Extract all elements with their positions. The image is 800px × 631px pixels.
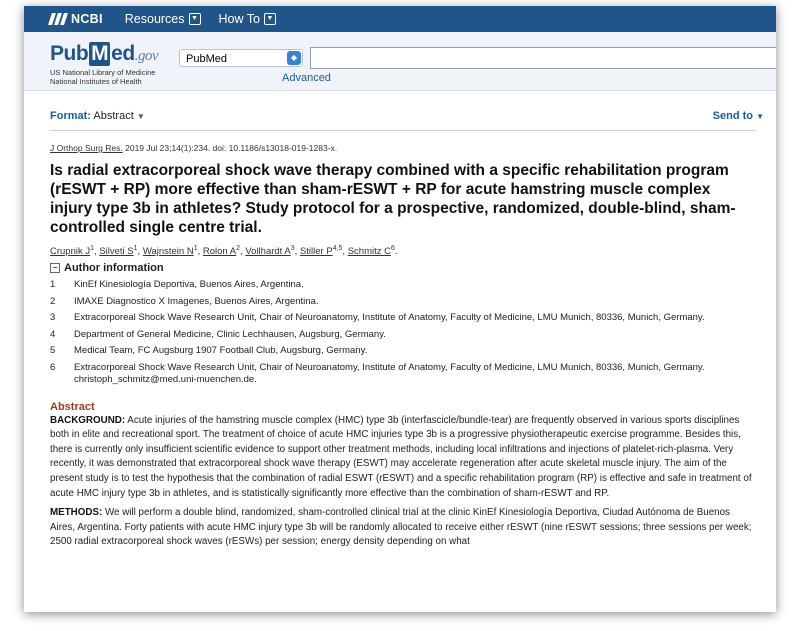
chevron-down-icon: ▼ <box>189 13 201 25</box>
chevron-down-icon: ▼ <box>264 13 276 25</box>
background-label: BACKGROUND: <box>50 414 126 426</box>
caret-down-icon: ▼ <box>136 112 145 121</box>
methods-label: METHODS: <box>50 507 103 519</box>
citation-line <box>50 143 756 153</box>
how-to-menu[interactable] <box>219 12 276 26</box>
how-to-menu-label: How To <box>218 12 260 26</box>
pubmed-logo[interactable] <box>50 42 158 86</box>
affiliation-text: IMAXE Diagnostico X Imagenes, Buenos Aires, Argentina. <box>74 295 319 307</box>
main-content <box>50 98 764 555</box>
affiliation-list <box>50 279 756 387</box>
author-link[interactable]: Schmitz $C^6$ <box>347 245 395 258</box>
affiliation-number: 4 <box>50 328 56 340</box>
affiliation-text: Medical Team, FC Augsburg 1907 Football Club, Augsburg, Germany. <box>74 345 368 357</box>
affiliation-row <box>50 296 756 309</box>
author-affiliation-ref: 4,5 <box>332 245 343 252</box>
search-bar-area <box>24 32 776 91</box>
author-link[interactable]: Rolon $A^2$ <box>202 245 241 258</box>
author-list: Crupnik $J^1$, Silveti $S^1$, Wajnstein $N^1$, Rolon $A^2$, Vollhardt $A^3$, Stiller P$^{4,5}$, Schmitz $C^6$. <box>50 245 398 258</box>
journal-link[interactable]: J Orthop Surg Res. <box>50 143 123 153</box>
ncbi-logo-icon <box>50 13 66 25</box>
advanced-search-link[interactable]: Advanced <box>282 72 331 84</box>
ncbi-top-bar <box>24 6 776 32</box>
affiliation-text: Extracorporeal Shock Wave Research Unit, Chair of Neuroanatomy, Institute of Anatomy, Faculty of Medicine, LMU Munich, 80336, Munich, Germany. <box>74 312 705 324</box>
page-sheet <box>24 6 776 612</box>
affiliation-row <box>50 279 756 292</box>
affiliation-row <box>50 362 756 387</box>
format-menu[interactable] <box>50 110 145 122</box>
search-input[interactable] <box>310 47 776 69</box>
format-label: Format: <box>50 110 91 122</box>
author-information-toggle[interactable] <box>50 262 756 274</box>
affiliation-text: KinEf Kinesiología Deportiva, Buenos Aires, Argentina. <box>74 279 304 291</box>
send-to-menu[interactable] <box>713 110 764 122</box>
author-link[interactable]: Silveti $S^1$ <box>99 245 138 258</box>
affiliation-number: 6 <box>50 361 56 373</box>
abstract-body <box>50 414 756 550</box>
ncbi-logo-text: NCBI <box>71 12 103 26</box>
format-value: Abstract <box>93 110 134 122</box>
background-text: Acute injuries of the hamstring muscle complex (HMC) type 3b (interfascicle/bundle-tear) are frequently observed in various sports disciplines both in elite and recreational sport. The treatment of choice of acute HMC injuries type 3b is a progressive physiotherapeutic exercise programme. Besides this, there is currently only insufficient scientific evidence to support other treatment methods, including local infiltrations and injections of platelet-rich-plasma. Very recently, it was demonstrated that extracorporeal shock wave therapy (ESWT) may accelerate regeneration after acute skeletal muscle injury. The aim of the present study is to test the hypothesis that the combination of radial ESWT (rESWT) and a specific rehabilitation program (RP) is effective and safe in treatment of acute HMC injury type 3b in athletes, and is statistically significantly more effective than the combination of sham-rESWT and RP. <box>50 414 752 499</box>
author-link[interactable]: Vollhardt $A^3$ <box>245 245 295 258</box>
author-affiliation-ref: 6 <box>391 245 395 252</box>
nih-org-line2: National Institutes of Health <box>50 77 142 86</box>
affiliation-row <box>50 329 756 342</box>
methods-text: We will perform a double blind, randomized, sham-controlled clinical trial at the clinic KinEf Kinesiología Deportiva, Ciudad Autónoma de Buenos Aires, Argentina. Forty patients with acute HMC injury type 3b will be randomly allocated to receive either rESWT (nine rESWT sessions; three sessions per week; 2500 radial extracorporeal shock waves (rESWs) per session; energy density depending on what <box>50 507 752 548</box>
affiliation-row <box>50 312 756 325</box>
affiliation-row <box>50 345 756 358</box>
author-link[interactable]: Wajnstein $N^1$ <box>142 245 198 258</box>
select-arrows-icon: ◆ <box>287 51 301 65</box>
author-affiliation-ref: 1 <box>133 245 138 252</box>
affiliation-text: Department of General Medicine, Clinic Lechhausen, Augsburg, Germany. <box>74 328 386 340</box>
affiliation-text: Extracorporeal Shock Wave Research Unit, Chair of Neuroanatomy, Institute of Anatomy, Faculty of Medicine, LMU Munich, 80336, Munich, Germany. christoph_schmitz@med.uni-muenchen.de. <box>74 361 705 386</box>
affiliation-number: 3 <box>50 312 56 324</box>
collapse-icon: − <box>50 263 60 273</box>
affiliation-number: 1 <box>50 279 56 291</box>
resources-menu[interactable] <box>125 12 201 26</box>
author-affiliation-ref: 1 <box>90 245 95 252</box>
abstract-heading: Abstract <box>50 400 95 413</box>
abstract-background <box>50 414 756 502</box>
abstract-methods <box>50 506 756 550</box>
author-affiliation-ref: 1 <box>193 245 198 252</box>
caret-down-icon: ▼ <box>756 112 764 121</box>
nlm-org-line1: US National Library of Medicine <box>50 68 156 77</box>
results-toolbar <box>50 98 764 131</box>
author-link[interactable]: Crupnik $J^1$ <box>50 245 95 258</box>
database-select-value: PubMed <box>186 53 227 65</box>
database-select[interactable] <box>179 49 303 67</box>
resources-menu-label: Resources <box>124 12 185 26</box>
article-title: Is radial extracorporeal shock wave therapy combined with a specific rehabilitation program (rESWT + RP) more effective than sham-rESWT + RP for acute hamstring muscle complex injury type 3b in athletes? Study protocol for a prospective, randomized, double-blind, sham-controlled single centre trial. <box>50 162 736 236</box>
author-information-label: Author information <box>64 262 164 275</box>
affiliation-number: 2 <box>50 295 56 307</box>
send-to-label: Send to <box>712 110 754 122</box>
author-link[interactable]: Stiller P$^{4,5}$ <box>299 245 343 258</box>
author-affiliation-ref: 2 <box>236 245 241 252</box>
affiliation-number: 5 <box>50 345 56 357</box>
author-affiliation-ref: 3 <box>290 245 295 252</box>
pubmed-wordmark: Pub M ed.gov <box>50 42 159 65</box>
citation-details: 2019 Jul 23;14(1):234. doi: 10.1186/s13018-019-1283-x. <box>122 143 338 153</box>
ncbi-logo[interactable] <box>50 12 103 26</box>
